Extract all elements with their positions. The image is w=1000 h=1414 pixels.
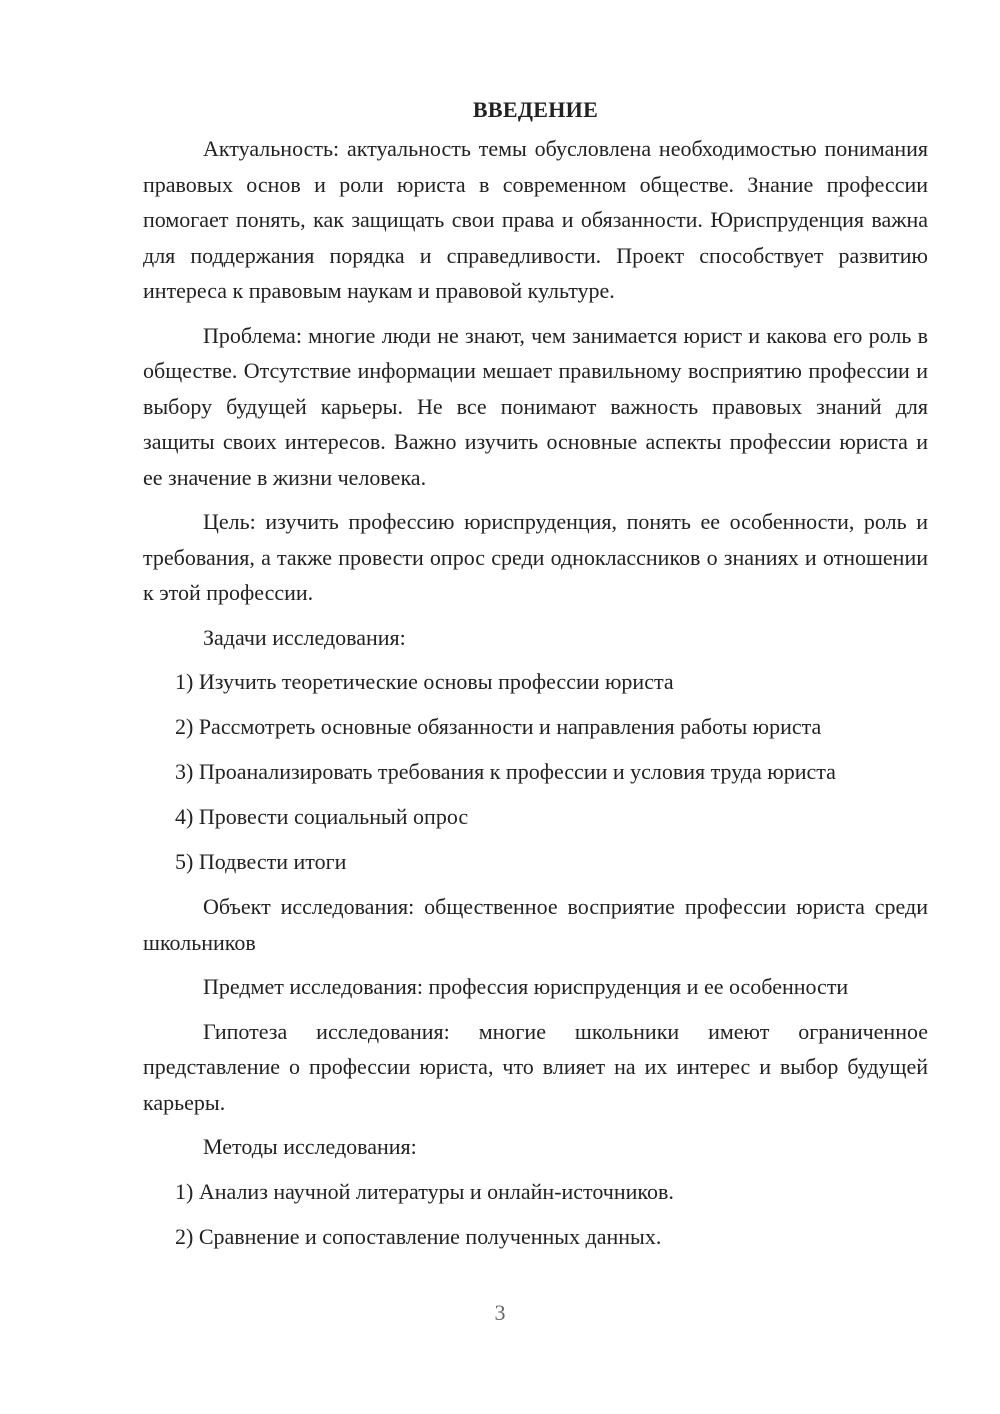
list-item: 3) Проанализировать требования к профессии и условия труда юриста [175,759,836,784]
tasks-title: Задачи исследования: [203,624,406,650]
list-item: 2) Рассмотреть основные обязанности и направления работы юриста [175,714,822,739]
problem-paragraph: Проблема: многие люди не знают, чем занимается юрист и какова его роль в обществе. Отсутствие информации мешает правильному восприятию профессии и выбору будущей карьеры. Не все понимают важность правовых знаний для защиты своих интересов. Важно изучить основные аспекты профессии юриста и ее значение в жизни человека. [143,322,928,490]
list-item: 2) Сравнение и сопоставление полученных данных. [175,1223,662,1249]
page-number: 3 [494,1300,506,1325]
list-item: 1) Изучить теоретические основы профессии юриста [175,669,674,694]
subject-paragraph: Предмет исследования: профессия юриспруденция и ее особенности [203,974,849,999]
methods-title: Методы исследования: [203,1134,417,1159]
document-page [143,92,928,1264]
tasks-list [143,664,928,880]
relevance-paragraph: Актуальность: актуальность темы обусловлена необходимостью понимания правовых основ и роли юриста в современном обществе. Знание профессии помогает понять, как защищать свои права и обязанности. Юриспруденция важна для поддержания порядка и справедливости. Проект способствует развитию интереса к правовым наукам и правовой культуре. [143,136,928,303]
goal-paragraph: Цель: изучить профессию юриспруденция, понять ее особенности, роль и требования, а также провести опрос среди одноклассников о знаниях и отношении к этой профессии. [143,509,928,605]
list-item: 5) Подвести итоги [175,849,347,874]
methods-list [143,1174,928,1255]
section-heading: ВВЕДЕНИЕ [472,97,599,122]
list-item: 1) Анализ научной литературы и онлайн-источников. [175,1178,674,1204]
object-paragraph: Объект исследования: общественное восприятие профессии юриста среди школьников [143,894,928,955]
list-item: 4) Провести социальный опрос [175,804,469,829]
hypothesis-paragraph: Гипотеза исследования: многие школьники имеют ограниченное представление о профессии юриста, что влияет на их интерес и выбор будущей карьеры. [143,1018,928,1115]
